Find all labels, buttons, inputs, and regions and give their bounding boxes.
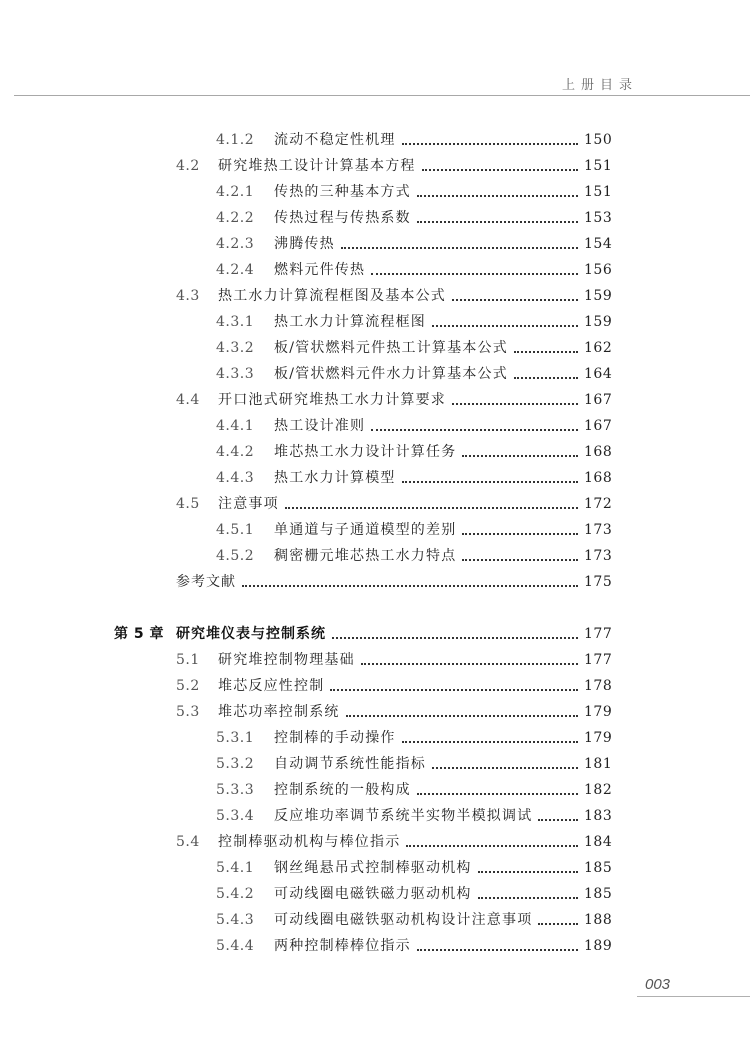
toc-title: 流动不稳定性机理 [274, 132, 396, 148]
toc-entry-4-5-1[interactable] [216, 516, 613, 540]
toc-entry-4-4[interactable] [176, 386, 613, 410]
dot-leader [432, 325, 578, 327]
toc-entry-5-3-2[interactable] [216, 750, 613, 774]
toc-entry-5-3-3[interactable] [216, 776, 613, 800]
toc-entry-4-2-2[interactable] [216, 204, 613, 228]
dot-leader [361, 663, 578, 665]
toc-title: 自动调节系统性能指标 [274, 756, 426, 772]
footer-divider [637, 996, 750, 997]
toc-page: 177 [584, 626, 613, 642]
toc-title: 参考文献 [176, 574, 236, 590]
toc-number: 5.4.3 [216, 912, 255, 928]
toc-title: 热工水力计算流程框图及基本公式 [218, 288, 446, 304]
dot-leader [371, 429, 578, 431]
toc-entry-5-4[interactable] [176, 828, 613, 852]
toc-number: 5.4.4 [216, 938, 255, 954]
dot-leader [452, 403, 578, 405]
toc-entry-5-4-3[interactable] [216, 906, 613, 930]
toc-page: 154 [584, 236, 613, 252]
toc-number: 5.3.1 [216, 730, 255, 746]
dot-leader [514, 351, 578, 353]
toc-number: 4.2.1 [216, 184, 255, 200]
toc-entry-4-1-2[interactable] [216, 126, 613, 150]
toc-number: 5.4.2 [216, 886, 255, 902]
toc-entry-4-2[interactable] [176, 152, 613, 176]
toc-entry-5-3-1[interactable] [216, 724, 613, 748]
toc-title: 传热过程与传热系数 [274, 210, 411, 226]
dot-leader [538, 923, 578, 925]
toc-number: 4.2.4 [216, 262, 255, 278]
toc-page: 162 [584, 340, 613, 356]
dot-leader [417, 793, 578, 795]
dot-leader [417, 221, 578, 223]
toc-title: 板/管状燃料元件水力计算基本公式 [274, 366, 508, 382]
dot-leader [478, 871, 578, 873]
toc-entry-4-5[interactable] [176, 490, 613, 514]
toc-page: 185 [584, 886, 613, 902]
toc-number: 4.3.2 [216, 340, 255, 356]
toc-page: 173 [584, 548, 613, 564]
toc-page: 150 [584, 132, 613, 148]
toc-page: 182 [584, 782, 613, 798]
toc-number: 5.4 [176, 834, 200, 850]
toc-page: 151 [584, 158, 613, 174]
toc-title: 控制棒驱动机构与棒位指示 [218, 834, 401, 850]
toc-entry-5-3-4[interactable] [216, 802, 613, 826]
toc-page: 188 [584, 912, 613, 928]
toc-entry-chapter-5[interactable] [114, 620, 613, 644]
toc-number: 4.3.3 [216, 366, 255, 382]
toc-title: 堆芯热工水力设计计算任务 [274, 444, 457, 460]
toc-title: 传热的三种基本方式 [274, 184, 411, 200]
dot-leader [242, 585, 578, 587]
toc-number: 4.4 [176, 392, 200, 408]
toc-number: 4.4.1 [216, 418, 255, 434]
dot-leader [332, 637, 578, 639]
dot-leader [417, 195, 578, 197]
dot-leader [371, 273, 578, 275]
toc-entry-5-2[interactable] [176, 672, 613, 696]
running-head: 上册目录 [561, 78, 638, 93]
dot-leader [402, 143, 578, 145]
toc-entry-5-3[interactable] [176, 698, 613, 722]
toc-page: 189 [584, 938, 613, 954]
dot-leader [402, 481, 578, 483]
toc-number: 4.5 [176, 496, 200, 512]
dot-leader [341, 247, 578, 249]
dot-leader [432, 767, 578, 769]
toc-page: 172 [584, 496, 613, 512]
chapter-number: 第 5 章 [114, 626, 164, 642]
dot-leader [462, 559, 578, 561]
toc-page: 156 [584, 262, 613, 278]
toc-title: 研究堆热工设计计算基本方程 [218, 158, 416, 174]
toc-entry-4-2-3[interactable] [216, 230, 613, 254]
header-divider [14, 95, 750, 96]
toc-entry-5-4-2[interactable] [216, 880, 613, 904]
toc-number: 4.1.2 [216, 132, 255, 148]
toc-title: 稠密栅元堆芯热工水力特点 [274, 548, 457, 564]
toc-number: 4.4.3 [216, 470, 255, 486]
toc-entry-4-3-1[interactable] [216, 308, 613, 332]
toc-page: 167 [584, 418, 613, 434]
toc-entry-4-2-1[interactable] [216, 178, 613, 202]
toc-number: 4.2 [176, 158, 200, 174]
toc-title: 钢丝绳悬吊式控制棒驱动机构 [274, 860, 472, 876]
toc-entry-4-5-2[interactable] [216, 542, 613, 566]
toc-page: 185 [584, 860, 613, 876]
toc-title: 燃料元件传热 [274, 262, 366, 278]
dot-leader [330, 689, 578, 691]
toc-page: 164 [584, 366, 613, 382]
toc-entry-4-4-2[interactable] [216, 438, 613, 462]
toc-entry-4-3-3[interactable] [216, 360, 613, 384]
toc-number: 4.3 [176, 288, 200, 304]
toc-title: 反应堆功率调节系统半实物半模拟调试 [274, 808, 533, 824]
toc-number: 5.3 [176, 704, 200, 720]
toc-number: 4.2.3 [216, 236, 255, 252]
dot-leader [285, 507, 578, 509]
toc-number: 4.4.2 [216, 444, 255, 460]
toc-page: 168 [584, 470, 613, 486]
toc-title: 沸腾传热 [274, 236, 335, 252]
toc-page: 153 [584, 210, 613, 226]
dot-leader [452, 299, 578, 301]
toc-title: 单通道与子通道模型的差别 [274, 522, 457, 538]
toc-number: 4.3.1 [216, 314, 255, 330]
toc-page: 177 [584, 652, 613, 668]
toc-title: 开口池式研究堆热工水力计算要求 [218, 392, 446, 408]
toc-title: 可动线圈电磁铁驱动机构设计注意事项 [274, 912, 533, 928]
toc-page: 179 [584, 704, 613, 720]
toc-page: 175 [584, 574, 613, 590]
toc-title: 热工设计准则 [274, 418, 366, 434]
toc-number: 5.3.4 [216, 808, 255, 824]
dot-leader [406, 845, 578, 847]
toc-entry-5-4-4[interactable] [216, 932, 613, 956]
toc-title: 热工水力计算模型 [274, 470, 396, 486]
toc-page: 168 [584, 444, 613, 460]
toc-title: 控制棒的手动操作 [274, 730, 396, 746]
toc-entry-references[interactable] [176, 568, 613, 592]
toc-number: 4.5.2 [216, 548, 255, 564]
dot-leader [346, 715, 578, 717]
toc-title: 可动线圈电磁铁磁力驱动机构 [274, 886, 472, 902]
toc-title: 板/管状燃料元件热工计算基本公式 [274, 340, 508, 356]
toc-page: 173 [584, 522, 613, 538]
dot-leader [422, 169, 578, 171]
toc-entry-4-4-3[interactable] [216, 464, 613, 488]
toc-title: 研究堆控制物理基础 [218, 652, 355, 668]
toc-number: 5.3.2 [216, 756, 255, 772]
toc-page: 183 [584, 808, 613, 824]
toc-title: 两种控制棒棒位指示 [274, 938, 411, 954]
toc-page: 167 [584, 392, 613, 408]
toc-entry-5-1[interactable] [176, 646, 613, 670]
toc-page: 178 [584, 678, 613, 694]
toc-title: 堆芯功率控制系统 [218, 704, 340, 720]
toc-title: 热工水力计算流程框图 [274, 314, 426, 330]
toc-page: 159 [584, 314, 613, 330]
toc-entry-4-4-1[interactable] [216, 412, 613, 436]
toc-number: 5.3.3 [216, 782, 255, 798]
toc-title: 控制系统的一般构成 [274, 782, 411, 798]
toc-number: 5.4.1 [216, 860, 255, 876]
dot-leader [462, 533, 578, 535]
dot-leader [514, 377, 578, 379]
toc-entry-4-3[interactable] [176, 282, 613, 306]
toc-page: 151 [584, 184, 613, 200]
toc-entry-4-3-2[interactable] [216, 334, 613, 358]
toc-entry-4-2-4[interactable] [216, 256, 613, 280]
toc-entry-5-4-1[interactable] [216, 854, 613, 878]
dot-leader [417, 949, 578, 951]
toc-title: 堆芯反应性控制 [218, 678, 325, 694]
toc-page: 159 [584, 288, 613, 304]
toc-number: 4.2.2 [216, 210, 255, 226]
page-header [0, 0, 750, 96]
toc-number: 5.1 [176, 652, 200, 668]
toc-title: 注意事项 [218, 496, 279, 512]
toc-number: 5.2 [176, 678, 200, 694]
dot-leader [478, 897, 578, 899]
toc-page: 184 [584, 834, 613, 850]
toc-page: 181 [584, 756, 613, 772]
dot-leader [402, 741, 578, 743]
dot-leader [538, 819, 578, 821]
chapter-title: 研究堆仪表与控制系统 [176, 626, 326, 642]
toc-number: 4.5.1 [216, 522, 255, 538]
page-number: 003 [645, 976, 671, 993]
toc-page: 179 [584, 730, 613, 746]
dot-leader [462, 455, 578, 457]
